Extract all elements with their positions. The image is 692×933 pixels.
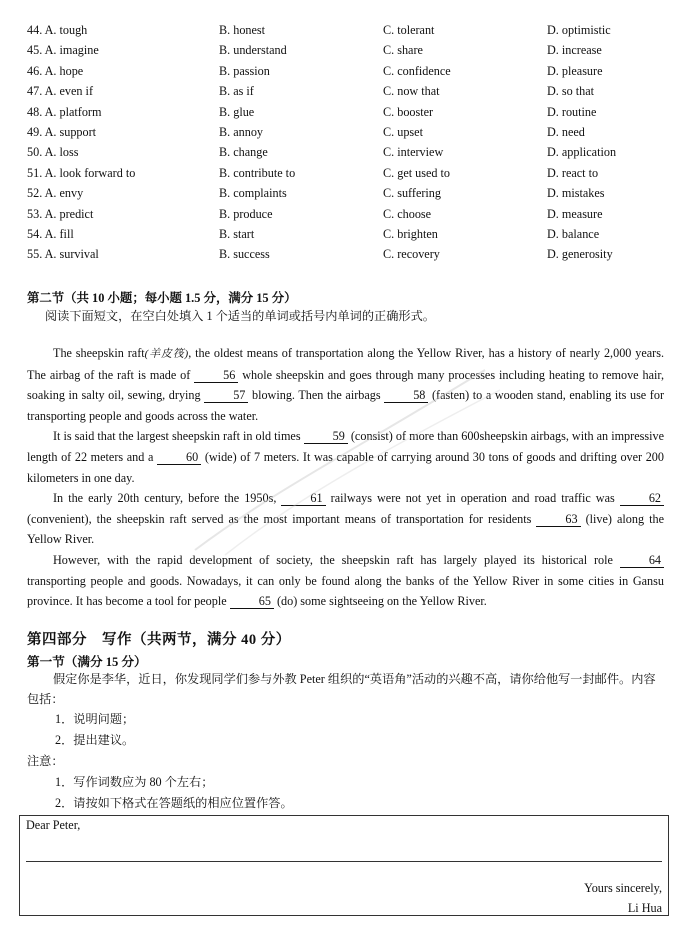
- option-cell: C. share: [383, 43, 423, 58]
- note-item: 1．写作词数应为 80 个左右；: [55, 775, 214, 789]
- option-row: [27, 122, 677, 142]
- option-cell: C. suffering: [383, 186, 441, 201]
- option-cell: C. now that: [383, 84, 440, 99]
- text: It is said that the largest sheepskin raft in old times: [53, 429, 304, 444]
- section-heading: 第一节（满分 15 分）: [27, 655, 147, 669]
- blank-57: 57: [204, 388, 248, 403]
- option-cell: D. routine: [547, 104, 597, 119]
- option-cell: B. understand: [219, 43, 287, 58]
- blank-61: 61: [281, 491, 325, 506]
- option-cell: D. optimistic: [547, 23, 611, 37]
- blank-65: 65: [230, 594, 274, 609]
- option-row: [27, 204, 677, 224]
- option-cell: B. honest: [219, 23, 266, 37]
- option-cell: C. choose: [383, 206, 432, 221]
- signature: Li Hua: [627, 901, 662, 915]
- option-cell: 48. A. platform: [27, 104, 102, 119]
- option-cell: D. application: [547, 145, 617, 160]
- option-row: [27, 102, 677, 122]
- paragraph-1: [27, 343, 664, 426]
- text: , the oldest means of transportation along the Yellow River, has a history of nearly 2,000 years. The airbag of the raft is made of: [27, 346, 664, 382]
- option-cell: B. complaints: [219, 186, 287, 201]
- option-cell: C. recovery: [383, 247, 440, 262]
- option-cell: B. change: [219, 145, 268, 160]
- option-row: [27, 20, 677, 40]
- option-cell: C. brighten: [383, 226, 438, 241]
- option-cell: 54. A. fill: [27, 226, 74, 241]
- paragraph-3: [27, 488, 664, 550]
- option-cell: D. mistakes: [547, 186, 605, 201]
- option-row: [27, 40, 677, 60]
- option-cell: 52. A. envy: [27, 186, 84, 201]
- option-cell: B. passion: [219, 63, 270, 78]
- note-item: 2．请按如下格式在答题纸的相应位置作答。: [55, 796, 293, 810]
- option-cell: 47. A. even if: [27, 84, 94, 99]
- text: blowing. Then the airbags: [248, 388, 385, 403]
- blank-59: 59: [304, 429, 348, 444]
- option-cell: B. start: [219, 226, 255, 241]
- option-cell: D. measure: [547, 206, 603, 221]
- blank-58: 58: [384, 388, 428, 403]
- option-cell: 49. A. support: [27, 124, 97, 139]
- option-cell: D. increase: [547, 43, 602, 58]
- option-cell: D. balance: [547, 226, 600, 241]
- blank-56: 56: [194, 368, 238, 383]
- text: (live) along the Yellow River.: [27, 511, 665, 547]
- option-row: [27, 183, 677, 203]
- option-cell: 45. A. imagine: [27, 43, 99, 58]
- content-item: 2．提出建议。: [55, 733, 135, 747]
- text: In the early 20th century, before the 1950s,: [53, 491, 282, 506]
- option-cell: 51. A. look forward to: [27, 165, 136, 180]
- option-cell: C. booster: [383, 104, 434, 119]
- option-row: [27, 163, 677, 183]
- blank-63: 63: [536, 512, 580, 527]
- blank-62: 62: [620, 491, 664, 506]
- letter-closing: [584, 878, 662, 918]
- option-cell: B. glue: [219, 104, 255, 119]
- option-cell: 46. A. hope: [27, 63, 84, 78]
- option-cell: B. success: [219, 247, 270, 262]
- letter-greeting: Dear Peter,: [26, 818, 81, 832]
- options-table: [27, 20, 677, 265]
- option-cell: D. need: [547, 124, 585, 139]
- option-cell: C. confidence: [383, 63, 451, 78]
- text: railways were not yet in operation and road traffic was: [325, 491, 620, 506]
- section-heading: 第二节（共 10 小题；每小题 1.5 分，满分 15 分）: [27, 291, 297, 305]
- paragraph-4: [27, 550, 664, 612]
- option-cell: D. generosity: [547, 247, 613, 262]
- option-cell: D. react to: [547, 165, 599, 180]
- notes-label: 注意：: [27, 754, 64, 768]
- option-cell: B. annoy: [219, 124, 264, 139]
- text: (do) some sightseeing on the Yellow River.: [273, 594, 487, 609]
- option-cell: C. tolerant: [383, 23, 435, 37]
- passage: [27, 343, 664, 612]
- option-row: [27, 244, 677, 264]
- text: (convenient), the sheepskin raft served as the most important means of transportation for residents: [27, 511, 537, 526]
- option-cell: C. interview: [383, 145, 444, 160]
- text: whole sheepskin and goes through many processes including heating to remove hair, soaking in salty oil, sewing, drying: [27, 367, 664, 403]
- text: (consist) of more than 600sheepskin airbags, with an impressive length of 22 meters and a: [27, 429, 664, 464]
- closing-phrase: Yours sincerely,: [584, 881, 662, 895]
- text: (wide) of 7 meters. It was capable of carrying around 30 tons of goods and drifting over 200 kilometers in one day.: [27, 449, 664, 485]
- option-cell: B. produce: [219, 206, 273, 221]
- option-cell: D. pleasure: [547, 63, 603, 78]
- option-row: [27, 81, 677, 101]
- content-item: 1．说明问题；: [55, 712, 135, 726]
- option-cell: 44. A. tough: [27, 23, 88, 37]
- section-instruction: 阅读下面短文，在空白处填入 1 个适当的单词或括号内单词的正确形式。: [45, 309, 435, 323]
- option-cell: B. contribute to: [219, 165, 296, 180]
- option-cell: C. get used to: [383, 165, 451, 180]
- option-cell: B. as if: [219, 84, 254, 99]
- blank-60: 60: [157, 450, 201, 465]
- text: However, with the rapid development of society, the sheepskin raft has largely played its historical role: [53, 552, 620, 567]
- text: The sheepskin raft: [53, 346, 145, 360]
- text: (fasten) to a wooden stand, enabling its use for transporting people and goods across the water.: [27, 388, 665, 423]
- writing-task: 假定你是李华，近日，你发现同学们参与外教 Peter 组织的“英语角”活动的兴趣不高，请你给他写一封邮件。内容包括：: [27, 672, 656, 706]
- option-cell: C. upset: [383, 124, 423, 139]
- option-cell: 50. A. loss: [27, 145, 79, 160]
- option-cell: 55. A. survival: [27, 247, 99, 262]
- part-heading: 第四部分 写作（共两节，满分 40 分）: [27, 632, 291, 648]
- blank-64: 64: [620, 553, 664, 568]
- option-row: [27, 61, 677, 81]
- option-row: [27, 142, 677, 162]
- option-cell: D. so that: [547, 84, 595, 99]
- text: transporting people and goods. Nowadays, it can only be found along the banks of the Yellow River in some cities in Gansu province. It has become a tool for people: [27, 573, 664, 609]
- letter-template-box: [19, 815, 669, 916]
- option-row: [27, 224, 677, 244]
- note: (羊皮筏): [144, 348, 189, 360]
- paragraph-2: [27, 426, 664, 488]
- writing-line: [26, 861, 662, 862]
- option-cell: 53. A. predict: [27, 206, 94, 221]
